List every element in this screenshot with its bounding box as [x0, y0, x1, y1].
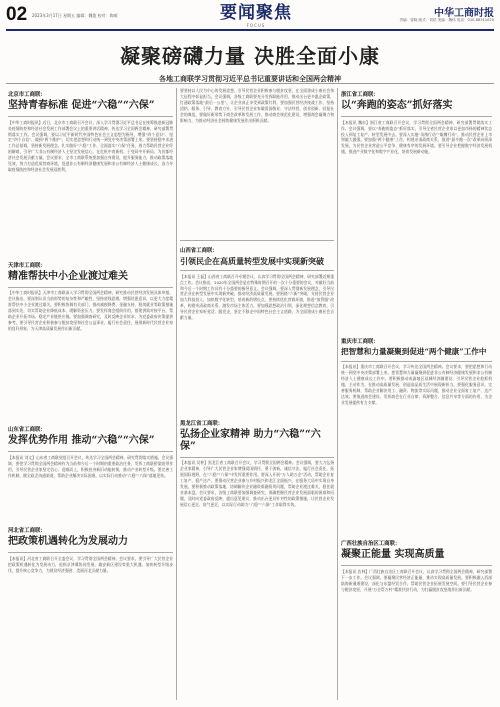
article-body: 【中华工商时报讯】近日，北京市工商联召开会议，深入学习贯彻习近平总书记在统筹推进新冠肺炎疫情防控和经济社会发展工作部署会议上的重要讲话精神，传达学习全国两会精神，研究部署贯彻落实工作。会议强调，要以习近平新时代中国特色社会主义思想为指导，增强“四个意识”、坚定“四个自信”、做到“两个维护”，切实把思想和行动统一到党中央决策部署上来。要坚持稳中求进工作总基调，坚持新发展理念，扎实做好“六稳”工作、全面落实“六保”任务，着力帮助民营企业纾困解难，引导广大非公有制经济人士坚定发展信心，在危机中育新机、于变局中开新局，为首都经济社会发展贡献力量。会议要求，全市工商联系统要加强自身建设，提升服务能力，推动政策落地见效，努力打造优质营商环境，促进非公有制经济健康发展和非公有制经济人士健康成长，奋力夺取疫情防控和经济社会发展双胜利。: [8, 119, 173, 172]
article-tianjin: [8, 261, 173, 421]
headline-rule: [341, 116, 492, 117]
section-header: [191, 4, 321, 28]
article-shanxi: [180, 246, 334, 414]
article-label: 山西省工商联：: [180, 248, 218, 254]
article-body: 【本报讯】重庆市工商联召开会议，学习传达全国两会精神。会议要求，要把思想和行动统一到党中央决策部署上来，把智慧和力量凝聚到促进非公有制经济健康发展和非公有制经济人士健康成长工作中。要积极推动成渝地区双城经济圈建设，引导民营企业抢抓机遇、主动作为，在推动高质量发展、创造高品质生活中展现新担当。要强化服务意识，完善服务机制，帮助企业解决用工、融资、物流等实际问题，推动企业全面复工复产、达产达效。要推进商会建设，发挥商会在行业自律、资源整合、信息共享等方面的作用，为企业发展提供有力支撑。: [341, 364, 492, 405]
article-headline: 坚持青春标准 促进“六稳”“六保”: [8, 100, 155, 111]
editors-line: 责编：曾晓 版式：刘伯 美编：魏伟 电话：010-88311020: [399, 18, 494, 22]
article-label: 浙江省工商联：: [341, 92, 379, 98]
article-headline: 把智慧和力量凝聚到促进“两个健康”工作中: [341, 346, 487, 356]
article-headline: 精准帮扶中小企业渡过难关: [8, 270, 128, 282]
article-shandong: [8, 425, 173, 521]
right-column: [341, 88, 492, 674]
article-label: 黑龙江省工商联：: [180, 420, 224, 427]
page-number: 02: [6, 4, 28, 25]
headline-rule: [341, 361, 492, 362]
article-label: 河北省工商联：: [8, 528, 46, 535]
headline-rule: [180, 270, 334, 271]
article-hebei: [8, 526, 173, 610]
article-label: 山东省工商联：: [8, 427, 46, 434]
article-headline: 弘扬企业家精神 助力“六稳”“六保”: [180, 428, 321, 452]
column-divider: [337, 88, 338, 700]
middle-column: [180, 88, 334, 665]
article-guangxi: [341, 539, 492, 669]
headline-rule: [341, 565, 492, 566]
section-title: 要闻聚焦: [220, 3, 292, 23]
article-body: 【本报讯 魏东】浙江省工商联召开会议，学习贯彻全国两会精神，研究部署贯彻落实工作。会议强调，要以“奔跑的姿态”抓好落实，引导全省民营企业家以更加昂扬的精神状态投入到复工复产、转型发展中去。要深入实施“凤凰行动”“雄鹰行动”，推动民营企业上市和做大做强。要加强“两个健康”工作，构建亲清政商关系，推进“最多跑一次”改革向纵深发展，为民营企业营造公平竞争、健康有序的发展环境。要引导企业把握数字经济发展机遇，推进产业数字化和数字产业化，培育发展新动能。: [341, 119, 492, 155]
article-headline: 发挥优势作用 推动“六稳”“六保”: [8, 435, 155, 447]
article-body: 【中华工商时报讯】天津市工商联深入学习贯彻全国两会精神，研究推动民营经济发展具体举措。会议指出，要深刻认识当前形势的复杂性和严峻性，坚持底线思维，增强忧患意识，以更大力度精准帮扶中小企业渡过难关。要积极协调有关部门，推动减税降费、金融支持、稳岗就业等政策措施落到实处，切实帮助企业降低成本、缓解资金压力。要发挥商会组织作用，搭建供需对接平台，帮助企业开拓市场、稳定产业链供应链。要加强调查研究，及时反映企业诉求，为党委政府决策提供参考。要引导民营企业积极参与脱贫攻坚和社会公益事业，履行社会责任，展现新时代民营企业家的良好形象，为天津高质量发展作出新贡献。: [8, 290, 173, 331]
masthead: [6, 4, 494, 28]
article-body: 【本报讯 王磊】山西省工商联召开专题会议，认真学习贯彻全国两会精神，研究部署近期重点工作。会议指出，2020年全国两会是在特殊时期召开的一次十分重要的会议，对做好当前和今后一个时期工作具有十分重要的指导意义。会议强调，要深入贯彻新发展理念，引导民营企业在转型发展中实现新突破，推动经济高质量发展。要围绕“六新”突破，支持民营企业加大科技投入，加快数字化转型，培育新的增长点。要持续优化营商环境，推进“放管服”改革，构建亲清政商关系，激发市场主体活力。要加强思想政治引领，深化理想信念教育，引导民营企业家听党话、跟党走，坚定不移走中国特色社会主义道路，为全面建成小康社会贡献力量。: [180, 273, 334, 321]
article-heilongjiang: [180, 419, 334, 661]
article-continuation: 要坚持以人民为中心的发展思想，引导民营企业积极参与脱贫攻坚，在全面建成小康社会伟大征程中彰显担当。会议强调，各级工商联要充分发挥职能作用，推动出台更多惠企政策，打通政策落地“最后一公里”，让企业真正享受到政策红利。要加强民营经济统战工作，坚持团结、服务、引导、教育方针，引导民营企业家做爱国敬业、守法经营、创业创新、回报社会的典范。要做好新形势下商会改革和发展工作，推动商会规范化建设，增强商会凝聚力和影响力，为推动经济社会持续健康发展作出积极贡献。: [180, 88, 334, 123]
headline-rule: [180, 457, 334, 458]
headline-rule: [8, 552, 173, 553]
newspaper-name: 中华工商时报: [434, 8, 494, 19]
left-column: [8, 88, 173, 615]
article-label: 广西壮族自治区工商联：: [341, 541, 401, 548]
banner: [0, 40, 500, 84]
article-headline: 引领民企在高质量转型发展中实现新突破: [180, 256, 324, 266]
article-body: 【本报讯 刘文】山东省工商联党组召开会议，传达学习全国两会精神，研究贯彻落实措施。会议强调，要把学习贯彻全国两会精神作为当前和今后一个时期的重要政治任务，发挥工商联桥梁纽带作用，引导民营企业家坚定信心、迎难而上，积极投身新旧动能转换，推动产业转型升级。要完善工作机制，健全政企沟通渠道，帮助企业解决实际困难，以实际行动推动“六稳”“六保”落地见效。: [8, 455, 173, 478]
headline-rule: [8, 116, 173, 117]
article-label: 重庆市工商联：: [341, 338, 379, 345]
article-chongqing: [341, 337, 492, 535]
article-zhejiang: [341, 90, 492, 332]
banner-rule: [6, 83, 494, 84]
dateline: 2023年3月17日 星期五 编辑：魏俊 校对：陶萌: [32, 13, 118, 18]
headline-rule: [8, 451, 173, 452]
section-rule: [180, 240, 334, 241]
article-body: 【本报讯】河北省工商联召开全委会议，学习贯彻全国两会精神。会议要求，要引导广大民营企业把政策机遇转化为发展动力，抢抓京津冀协同发展、雄安新区建设等重大机遇，加快转型升级步伐，提升核心竞争力，为建设经济强省、美丽河北贡献力量。: [8, 555, 173, 573]
masthead-rule: [6, 29, 494, 31]
article-headline: 把政策机遇转化为发展动力: [8, 536, 128, 548]
article-headline: 以“奔跑的姿态”抓好落实: [341, 100, 453, 111]
banner-headline: 凝聚磅礴力量 决胜全面小康: [120, 44, 380, 68]
article-body: 【本报讯 农林】广西壮族自治区工商联召开会议，认真学习贯彻全国两会精神，研究部署下一步工作。会议强调，要凝聚民营经济正能量，推动实现高质量发展。要积极融入西部陆海新通道建设，深化与东盟经贸合作，帮助民营企业拓展发展空间。要引导民营企业参与脱贫攻坚，开展“万企帮万村”精准扶贫行动，为打赢脱贫攻坚战作出新贡献。: [341, 569, 492, 592]
section-subtitle: FOCUS: [246, 23, 266, 28]
headline-rule: [8, 287, 173, 288]
article-headline: 凝聚正能量 实现高质量: [341, 549, 445, 561]
article-beijing: [8, 90, 173, 256]
article-body: 【本报讯 吴仲】黑龙江省工商联召开会议，学习贯彻全国两会精神。会议强调，要大力弘扬企业家精神，引导广大民营企业家增强爱国情怀，勇于创新，诚信守法，履行社会责任，拓展国际视野，在“六稳”“六保”中发挥重要作用。要深入开展“万人助万企”活动，帮助企业复工复产、稳产达产。要推动民营企业参与乡村振兴和龙江全面振兴，在服务大局中实现自身发展。要积极推动政策落地，协调解决企业融资难融资贵问题，帮助企业渡过难关，稳住就业基本盘。会议要求，各级工商联要加强调查研究，准确把握民营企业发展面临的困难和问题，及时向党委政府反映，提出意见建议，推动出台更具针对性的政策措施，让民营企业发展信心更足、底气更足，以实际行动助力“六稳”“六保”工作取得实效。: [180, 460, 334, 507]
banner-subheadline: 各地工商联学习贯彻习近平总书记重要讲话和全国两会精神: [159, 75, 341, 83]
article-label: 北京市工商联：: [8, 92, 46, 98]
column-divider: [176, 88, 177, 700]
article-label: 天津市工商联：: [8, 262, 46, 269]
